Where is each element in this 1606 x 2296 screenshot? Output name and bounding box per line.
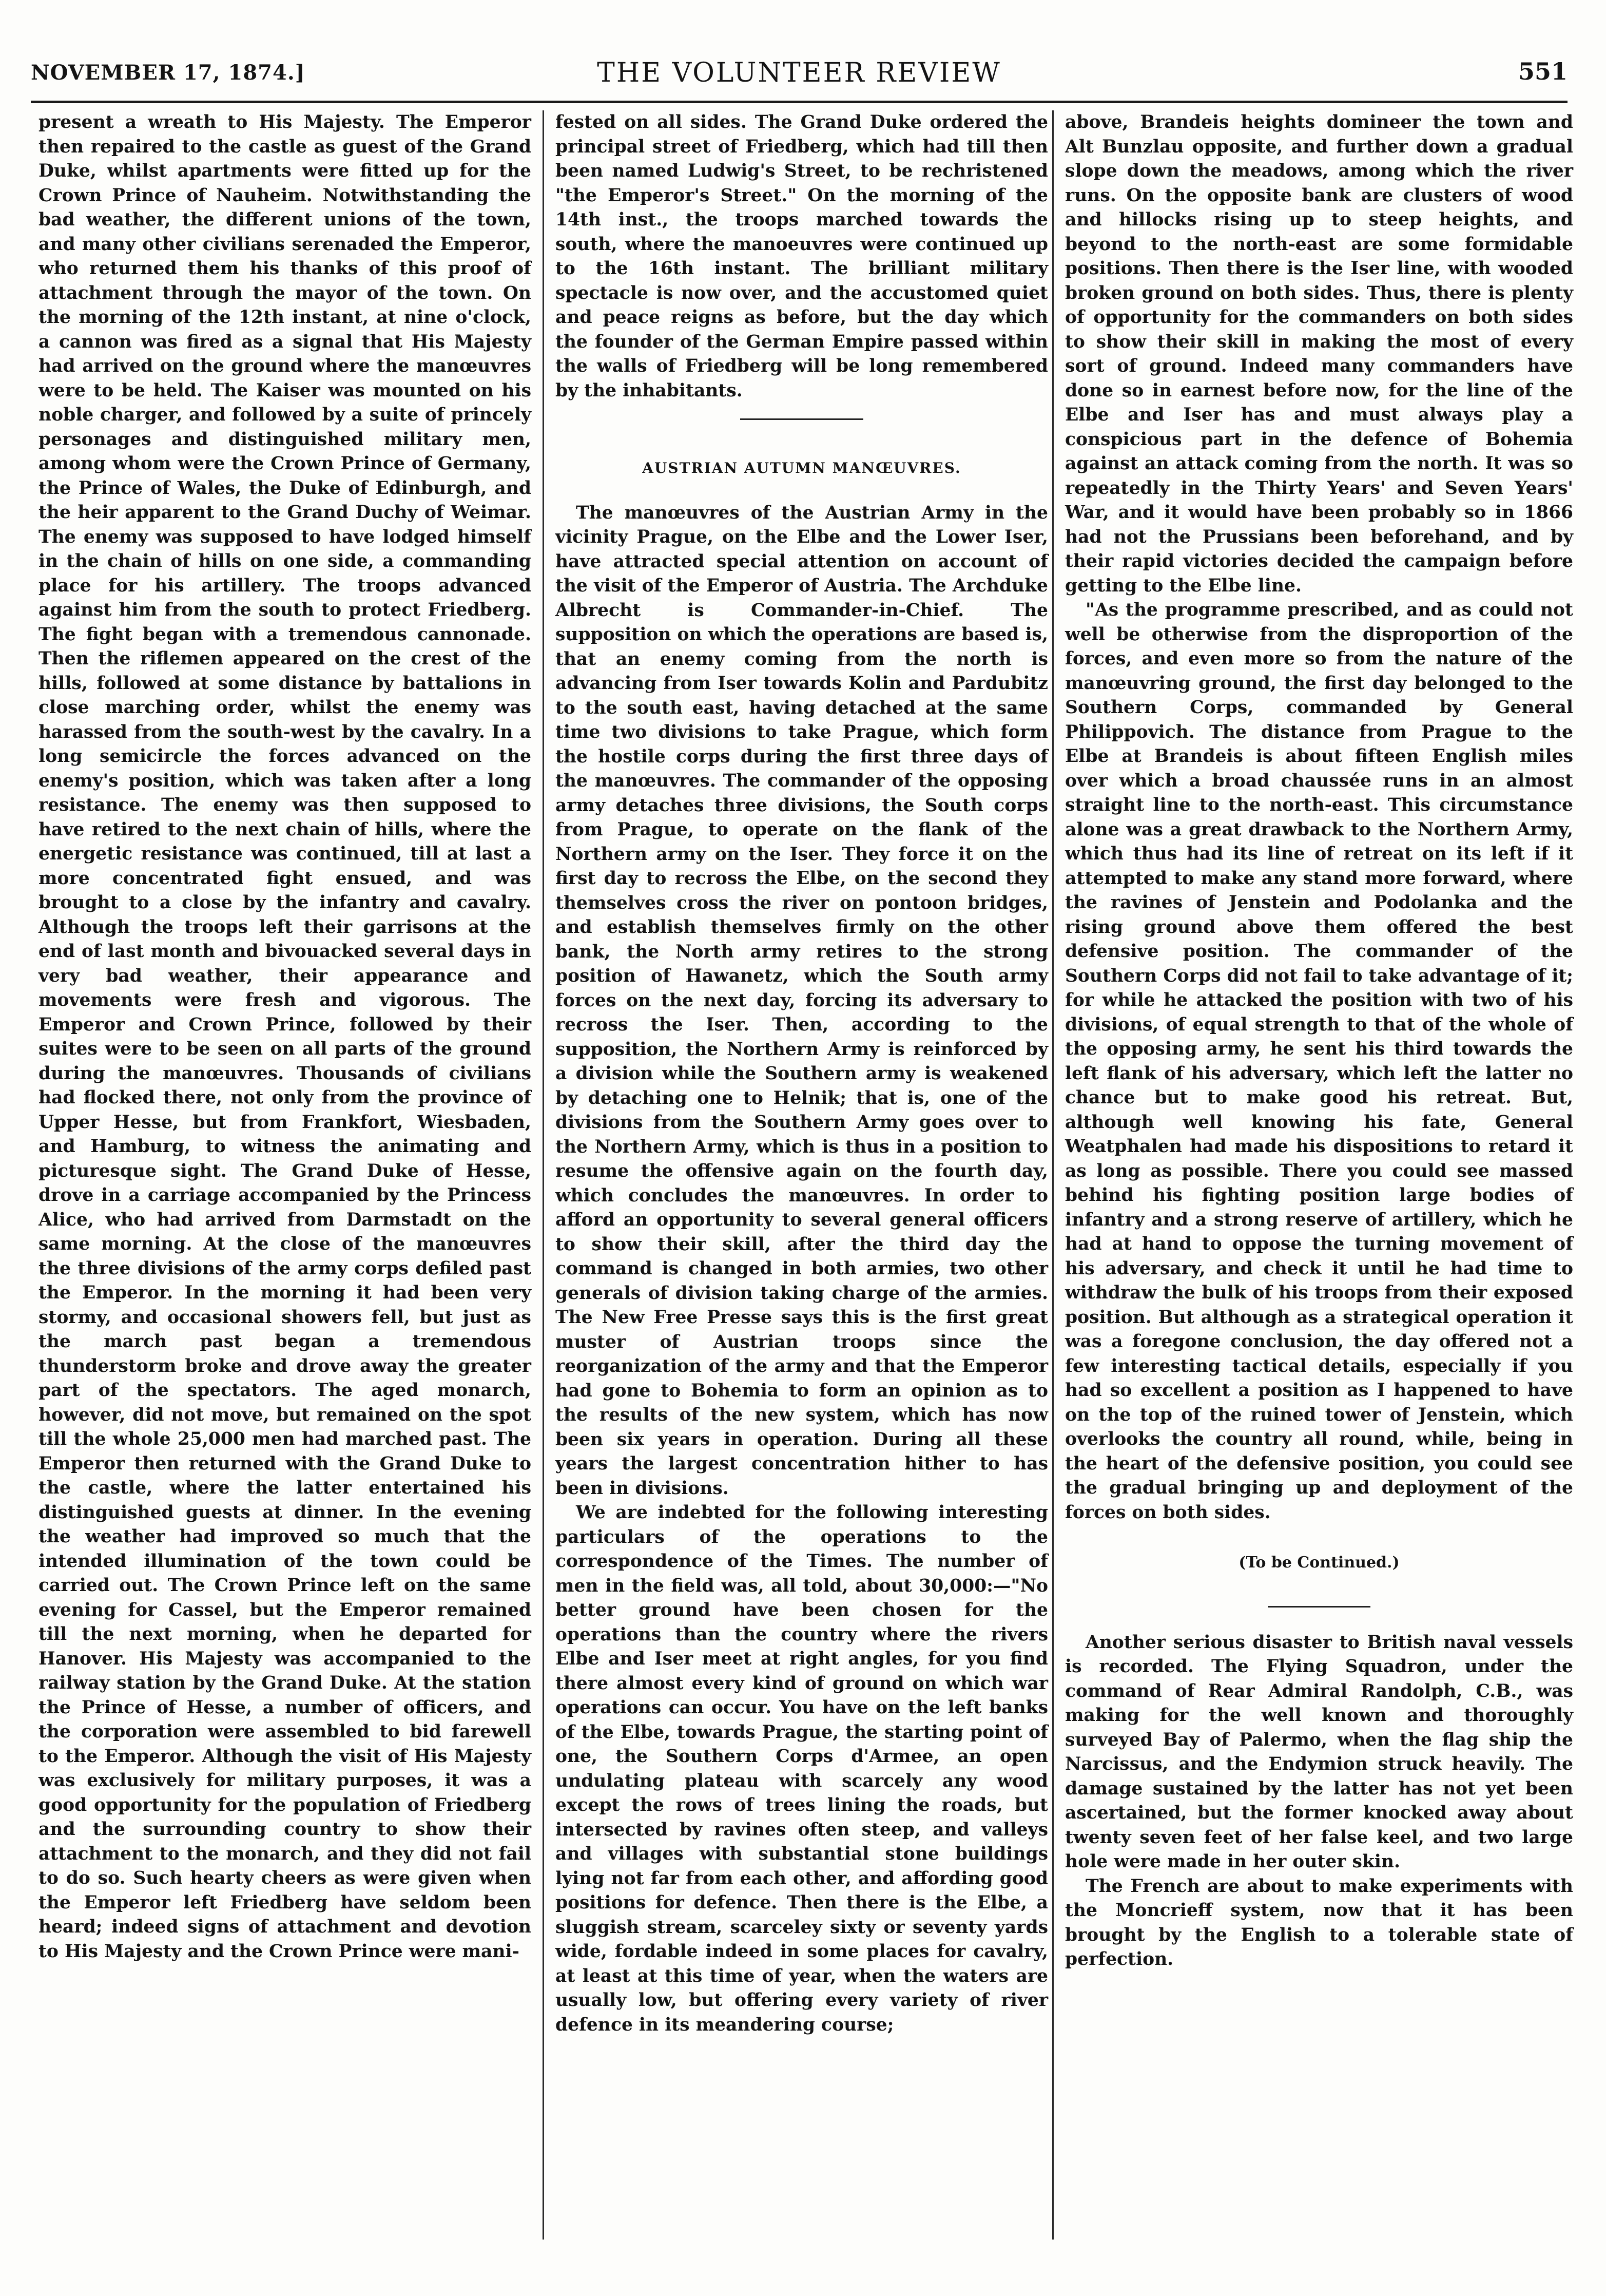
column-divider [1052, 110, 1054, 2240]
header-rule [31, 101, 1568, 103]
column-2 [555, 110, 1048, 2037]
continued-note: (To be Continued.) [1239, 1554, 1400, 1572]
article-paragraph: "As the programme prescribed, and as could not well be otherwise from the disproportion of the forces, and even more so from the nature of the manœuvring ground, the first day belonged to the Southern Corps, commanded by General Philippovich. The distance from Prague to the Elbe at Brandeis is about fifteen English miles over which a broad chaussée runs in an almost straight line to the north-east. This circumstance alone was a great drawback to the Northern Army, which thus had its line of retreat on its left if it attempted to make any stand more forward, where the ravines of Jenstein and Podolanka and the rising ground above them offered the best defensive position. The commander of the Southern Corps did not fail to take advantage of it; for while he attacked the position with two of his divisions, of equal strength to that of the whole of the opposing army, he sent his third towards the left flank of his adversary, which left the latter no chance but to make good his retreat. But, although well knowing his fate, General Weatphalen had made his dispositions to retard it as long as possible. There you could see massed behind his fighting position large bodies of infantry and a strong reserve of artillery, which he had at hand to oppose the turning movement of his adversary, and check it until he had time to withdraw the bulk of his troops from their exposed position. But although as a strategical operation it was a foregone conclusion, the day offered not a few interesting tactical details, especially if you had so excellent a position as I happened to have on the top of the ruined tower of Jenstein, which overlooks the country all round, while, being in the heart of the defensive position, you could see the gradual bringing up and deployment of the forces on both sides. [1065, 600, 1573, 1523]
column-3 [1065, 110, 1573, 1972]
issue-date: NOVEMBER 17, 1874.] [31, 61, 305, 85]
page-number: 551 [1518, 58, 1568, 85]
column-1 [38, 110, 531, 1964]
article-paragraph: We are indebted for the following interesting particulars of the operations to the correspondence of the Times. The number of men in the field was, all told, about 30,000:—"No better ground have been chosen for the operations than the country where the rivers Elbe and Iser meet at right angles, for you find there almost every kind of ground on which war operations can occur. You have on the left banks of the Elbe, towards Prague, the starting point of one, the Southern Corps d'Armee, an open undulating plateau with scarcely any wood except the rows of trees lining the roads, but intersected by ravines often steep, and valleys and villages with substantial stone buildings lying not far from each other, and affording good positions for defence. Then there is the Elbe, a sluggish stream, scarceley sixty or seventy yards wide, fordable indeed in some places for cavalry, at least at this time of year, when the waters are usually low, but offering every variety of river defence in its meandering course; [555, 1502, 1048, 2035]
article-paragraph: The manœuvres of the Austrian Army in the vicinity Prague, on the Elbe and the Lower Iser, have attracted special attention on account of the visit of the Emperor of Austria. The Archduke Albrecht is Commander-in-Chief. The supposition on which the operations are based is, that an enemy coming from the north is advancing from Iser towards Kolin and Pardubitz to the south east, having detached at the same time two divisions to take Prague, which form the hostile corps during the first three days of the manœuvres. The commander of the opposing army detaches three divisions, the South corps from Prague, to operate on the flank of the Northern army on the Iser. They force it on the first day to recross the Elbe, on the second they themselves cross the river on pontoon bridges, and establish themselves firmly on the other bank, the North army retires to the strong position of Hawanetz, which the South army forces on the next day, forcing its adversary to recross the Iser. Then, according to the supposition, the Northern Army is reinforced by a division while the Southern army is weakened by detaching one to Helnik; that is, one of the divisions from the Southern Army goes over to the Northern Army, which is thus in a position to resume the offensive again on the fourth day, which concludes the manœuvres. In order to afford an opportunity to several general officers to show their skill, after the third day the command is changed in both armies, two other generals of division taking charge of the armies. The New Free Presse says this is the first great muster of Austrian troops since the reorganization of the army and that the Emperor had gone to Bohemia to form an opinion as to the results of the new system, which has now been six years in operation. During all these years the largest concentration hither to has been in divisions. [555, 502, 1048, 1499]
article-paragraph: above, Brandeis heights domineer the town and Alt Bunzlau opposite, and further down a gradual slope down the meadows, among which the river runs. On the opposite bank are clusters of wood and hillocks rising up to steep heights, and beyond to the north-east are some formidable positions. Then there is the Iser line, with wooded broken ground on both sides. Thus, there is plenty of opportunity for the commanders on both sides to show their skill in making the most of every sort of ground. Indeed many commanders have done so in earnest before now, for the line of the Elbe and Iser has and must always play a conspicious part in the defence of Bohemia against an attack coming from the north. It was so repeatedly in the Thirty Years' and Seven Years' War, and it would have been probably so in 1866 had not the Prussians been beforehand, and by their rapid victories decided the campaign before getting to the Elbe line. [1065, 112, 1573, 596]
page-header [31, 58, 1568, 97]
column-divider [543, 110, 544, 2240]
news-item: The French are about to make experiments with the Moncrieff system, now that it has been brought by the English to a tolerable state of perfection. [1065, 1876, 1573, 1969]
article-paragraph: present a wreath to His Majesty. The Emperor then repaired to the castle as guest of the Grand Duke, whilst apartments were fitted up for the Crown Prince of Nauheim. Notwithstanding the bad weather, the different unions of the town, and many other civilians serenaded the Emperor, who returned them his thanks of this proof of attachment through the mayor of the town. On the morning of the 12th instant, at nine o'clock, a cannon was fired as a signal that His Majesty had arrived on the ground where the manœuvres were to be held. The Kaiser was mounted on his noble charger, and followed by a suite of princely personages and distinguished military men, among whom were the Crown Prince of Germany, the Prince of Wales, the Duke of Edinburgh, and the heir apparent to the Grand Duchy of Weimar. The enemy was supposed to have lodged himself in the chain of hills on one side, a commanding place for his artillery. The troops advanced against him from the south to protect Friedberg. The fight began with a tremendous cannonade. Then the riflemen appeared on the crest of the hills, followed at some distance by battalions in close marching order, whilst the enemy was harassed from the south-west by the cavalry. In a long semicircle the forces advanced on the enemy's position, which was taken after a long resistance. The enemy was then supposed to have retired to the next chain of hills, where the energetic resistance was continued, till at last a more concentrated fight ensued, and was brought to a close by the infantry and cavalry. Although the troops left their garrisons at the end of last month and bivouacked several days in very bad weather, their appearance and movements were fresh and vigorous. The Emperor and Crown Prince, followed by their suites were to be seen on all parts of the ground during the manœuvres. Thousands of civilians had flocked there, not only from the province of Upper Hesse, but from Frankfort, Wiesbaden, and Hamburg, to witness the animating and picturesque sight. The Grand Duke of Hesse, drove in a carriage accompanied by the Princess Alice, who had arrived from Darmstadt on the same morning. At the close of the manœuvres the three divisions of the army corps defiled past the Emperor. In the morning it had been very stormy, and occasional showers fell, but just as the march past began a tremendous thunderstorm broke and drove away the greater part of the spectators. The aged monarch, however, did not move, but remained on the spot till the whole 25,000 men had marched past. The Emperor then returned with the Grand Duke to the castle, where the latter entertained his distinguished guests at dinner. In the evening the weather had improved so much that the intended illumination of the town could be carried out. The Crown Prince left on the same evening for Cassel, but the Emperor remained till the next morning, when he departed for Hanover. His Majesty was accompanied to the railway station by the Grand Duke. At the station the Prince of Hesse, a number of officers, and the corporation were assembled to bid farewell to the Emperor. Although the visit of His Majesty was exclusively for military purposes, it was a good opportunity for the population of Friedberg and the surrounding country to show their attachment to the monarch, and they did not fail to do so. Such hearty cheers as were given when the Emperor left Friedberg have seldom been heard; indeed signs of attachment and devotion to His Majesty and the Crown Prince were mani- [38, 112, 531, 1962]
news-item: Another serious disaster to British naval vessels is recorded. The Flying Squadron, under the command of Rear Admiral Randolph, C.B., was making for the well known and thoroughly surveyed Bay of Palermo, when the flag ship the Narcissus, and the Endymion struck heavily. The damage sustained by the latter has not yet been ascertained, but the former knocked away about twenty seven feet of her false keel, and two large hole were made in her outer skin. [1065, 1632, 1573, 1872]
article-paragraph: fested on all sides. The Grand Duke ordered the principal street of Friedberg, which had till then been named Ludwig's Street, to be rechristened "the Emperor's Street." On the morning of the 14th inst., the troops marched towards the south, where the manoeuvres were continued up to the 16th instant. The brilliant military spectacle is now over, and the accustomed quiet and peace reigns as before, but the day which the founder of the German Empire passed within the walls of Friedberg will be long remembered by the inhabitants. [555, 112, 1048, 401]
section-rule [740, 418, 863, 420]
publication-title: THE VOLUNTEER REVIEW [597, 58, 1001, 88]
section-heading: AUSTRIAN AUTUMN MANŒUVRES. [642, 460, 961, 476]
section-rule [1268, 1606, 1370, 1608]
